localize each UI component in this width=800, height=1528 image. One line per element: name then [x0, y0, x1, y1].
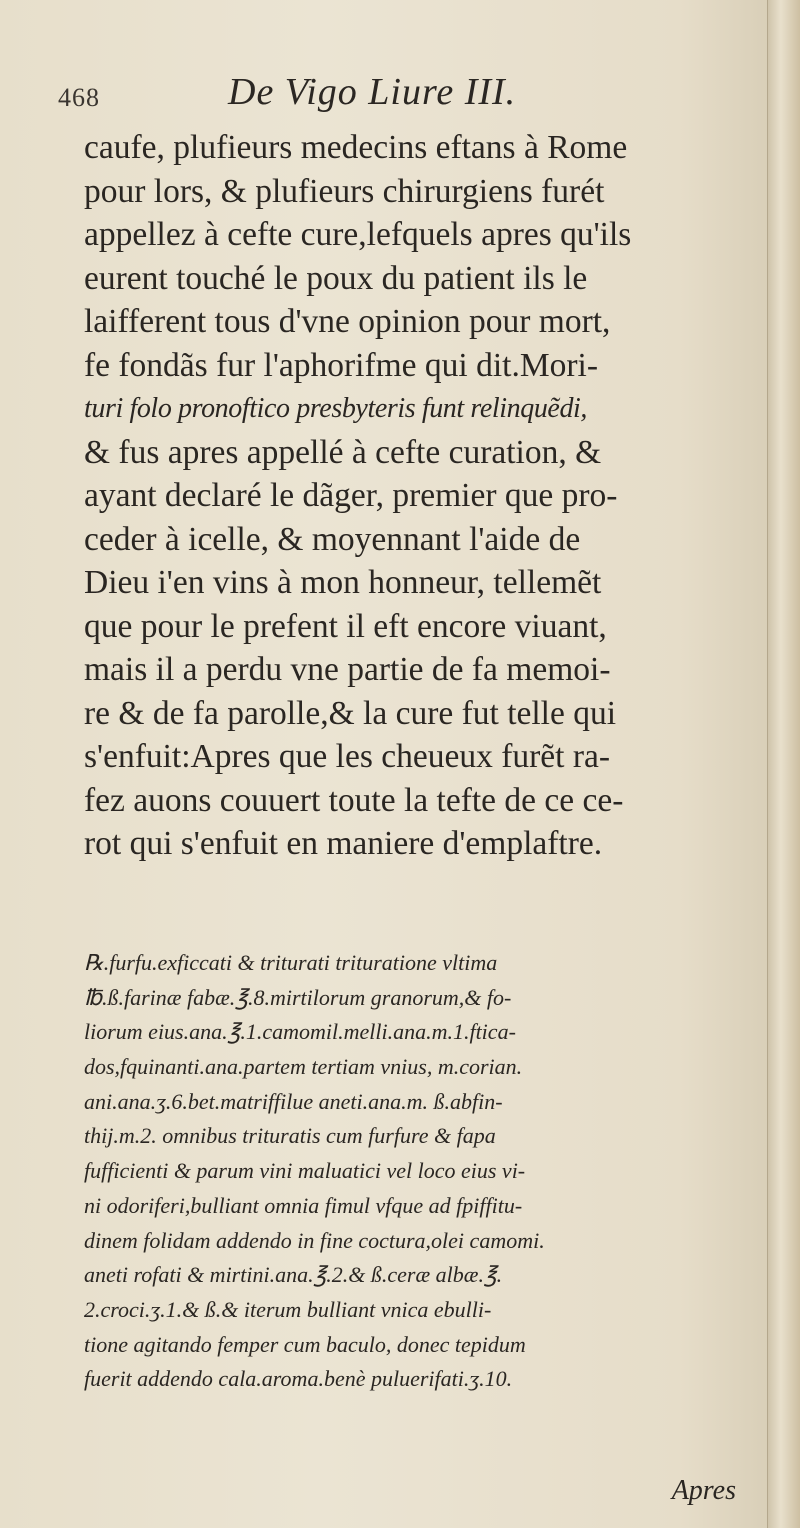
- text-line: que pour le prefent il eft encore viuant,: [84, 607, 607, 645]
- recipe-line: ni odoriferi,bulliant omnia fimul vfque ad fpiffitu-: [84, 1192, 523, 1218]
- recipe-line: 2.croci.ʒ.1.& ß.& iterum bulliant vnica ebulli-: [84, 1296, 492, 1322]
- body-paragraph: [84, 126, 744, 866]
- text-line: appellez à cefte cure,lefquels apres qu'ils: [84, 216, 632, 253]
- text-line: mais il a perdu vne partie de fa memoi-: [84, 651, 611, 688]
- page-gutter: [767, 0, 800, 1528]
- text-line: fe fondãs fur l'aphorifme qui dit.Mori-: [84, 346, 598, 384]
- recipe-line: dos,fquinanti.ana.partem tertiam vnius, m.corian.: [84, 1054, 523, 1080]
- recipe-line: liorum eius.ana.℥.1.camomil.melli.ana.m.1.ftica-: [84, 1019, 516, 1045]
- recipe-line: aneti rofati & mirtini.ana.℥.2.& ß.ceræ albæ.℥.: [84, 1262, 503, 1288]
- text-line: eurent touché le poux du patient ils le: [84, 259, 588, 297]
- text-line: Dieu i'en vins à mon honneur, tellemẽt: [84, 564, 602, 601]
- text-line: ayant declaré le dãger, premier que pro-: [84, 477, 618, 514]
- text-line: fez auons couuert toute la tefte de ce ce-: [84, 781, 624, 819]
- catchword: Apres: [671, 1475, 736, 1506]
- recipe-line: tione agitando femper cum baculo, donec tepidum: [84, 1331, 526, 1357]
- recipe-line: ℞.furfu.exficcati & triturati trituratione vltima: [84, 950, 498, 975]
- recipe-line: fufficienti & parum vini maluatici vel loco eius vi-: [84, 1158, 526, 1184]
- text-line: re & de fa parolle,& la cure fut telle qui: [84, 694, 617, 732]
- running-header: [58, 70, 738, 114]
- text-line: caufe, plufieurs medecins eftans à Rome: [84, 129, 628, 166]
- recipe-block: [84, 946, 744, 1397]
- recipe-line: fuerit addendo cala.aroma.benè puluerifati.ʒ.10.: [84, 1366, 513, 1392]
- page-number: 468: [58, 83, 100, 112]
- text-line: pour lors, & plufieurs chirurgiens furét: [84, 172, 605, 210]
- text-line: laifferent tous d'vne opinion pour mort,: [84, 303, 611, 340]
- text-line: rot qui s'enfuit en maniere d'emplaftre.: [84, 825, 603, 862]
- text-line: & fus apres appellé à cefte curation, &: [84, 433, 602, 471]
- recipe-line: ani.ana.ʒ.6.bet.matriffilue aneti.ana.m. ß.abfin-: [84, 1088, 503, 1114]
- recipe-line: thij.m.2. omnibus trituratis cum furfure & fapa: [84, 1123, 496, 1149]
- recipe-line: ℔.ß.farinæ fabæ.℥.8.mirtilorum granorum,& fo-: [84, 984, 512, 1010]
- text-line: s'enfuit:Apres que les cheueux furẽt ra-: [84, 738, 611, 775]
- text-line-italic: turi folo pronoftico presbyteris funt relinquẽdi,: [84, 393, 588, 424]
- text-line: ceder à icelle, & moyennant l'aide de: [84, 520, 581, 558]
- running-title: De Vigo Liure III.: [228, 71, 517, 113]
- recipe-line: dinem folidam addendo in fine coctura,olei camomi.: [84, 1227, 545, 1253]
